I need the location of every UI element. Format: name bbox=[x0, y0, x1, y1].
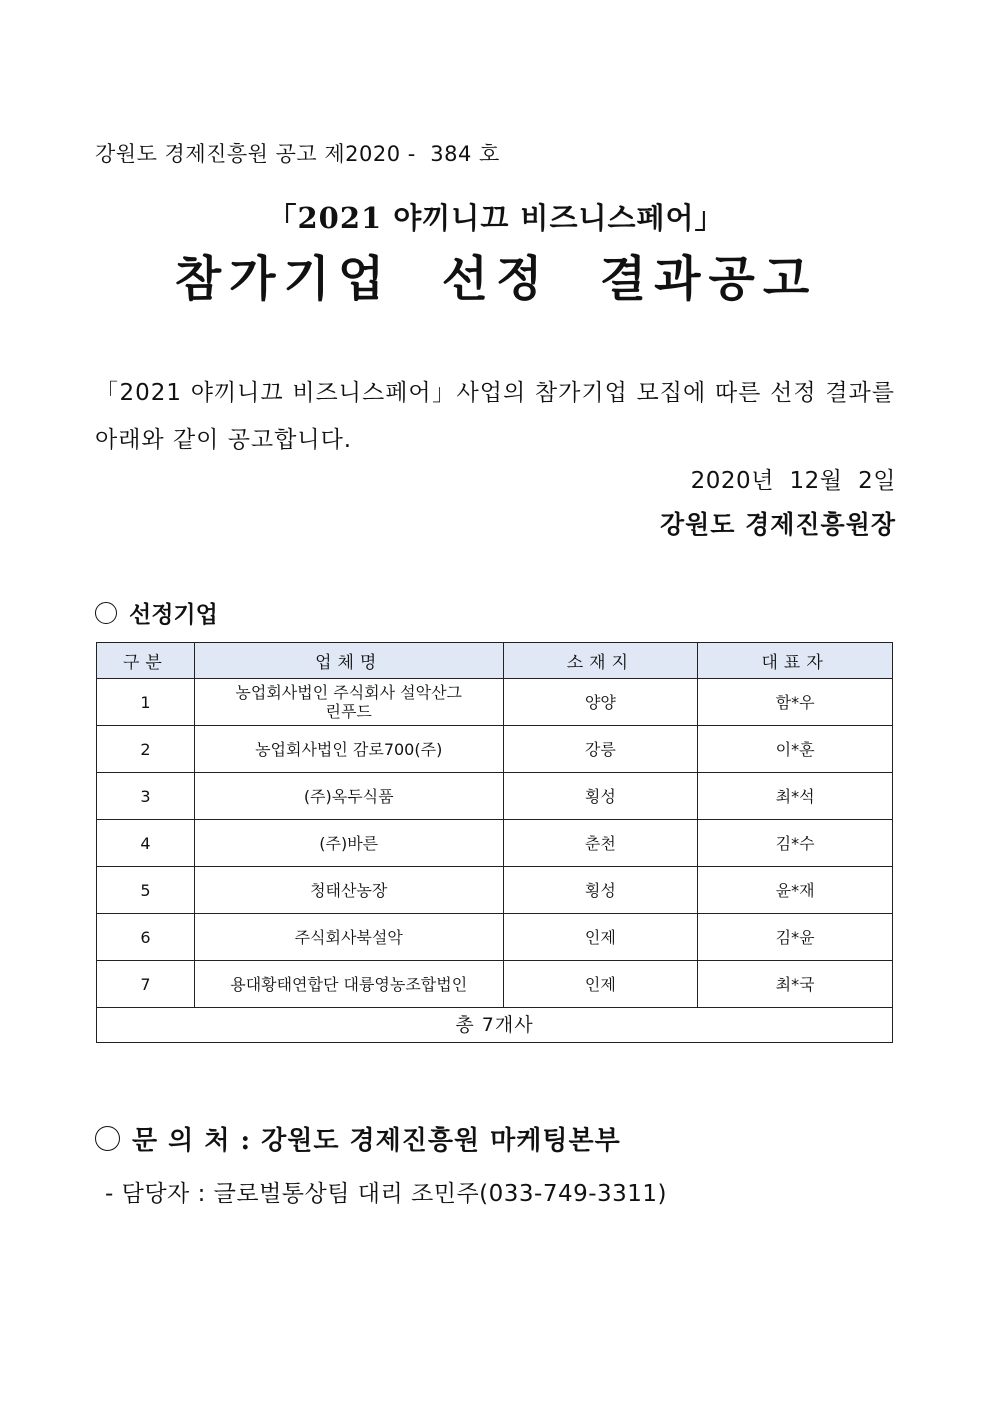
cell-no: 4 bbox=[97, 820, 195, 867]
section-selected-title: 선정기업 bbox=[129, 601, 218, 628]
table-row bbox=[97, 820, 893, 867]
section-selected-heading bbox=[95, 596, 218, 629]
cell-no: 7 bbox=[97, 961, 195, 1008]
table-row bbox=[97, 679, 893, 726]
cell-ceo: 함*우 bbox=[698, 679, 893, 726]
cell-location: 춘천 bbox=[503, 820, 698, 867]
table-row bbox=[97, 867, 893, 914]
section-contact-title: 문 의 처 : 강원도 경제진흥원 마케팅본부 bbox=[132, 1126, 621, 1156]
table-row bbox=[97, 726, 893, 773]
announcement-text: 「2021 야끼니끄 비즈니스페어」사업의 참가기업 모집에 따른 선정 결과를 아래와 같이 공고합니다. bbox=[95, 380, 895, 453]
table-header-row bbox=[97, 643, 893, 679]
cell-location: 인제 bbox=[503, 914, 698, 961]
document-subtitle: 「2021 야끼니끄 비즈니스페어」 bbox=[267, 201, 725, 235]
section-contact-heading bbox=[95, 1120, 621, 1157]
cell-company: 용대황태연합단 대륭영농조합법인 bbox=[194, 961, 503, 1008]
contact-person: - 담당자 : 글로벌통상팀 대리 조민주(033-749-3311) bbox=[105, 1181, 668, 1207]
cell-location: 양양 bbox=[503, 679, 698, 726]
circle-bullet-icon bbox=[95, 1126, 120, 1151]
cell-ceo: 최*석 bbox=[698, 773, 893, 820]
issuer-name: 강원도 경제진흥원장 bbox=[659, 510, 896, 539]
table-row bbox=[97, 773, 893, 820]
column-header-location: 소재지 bbox=[503, 643, 698, 679]
table-row bbox=[97, 961, 893, 1008]
total-count: 총 7개사 bbox=[97, 1008, 893, 1043]
cell-company: 주식회사북설악 bbox=[194, 914, 503, 961]
cell-no: 3 bbox=[97, 773, 195, 820]
cell-company: 농업회사법인 감로700(주) bbox=[194, 726, 503, 773]
cell-no: 1 bbox=[97, 679, 195, 726]
column-header-ceo: 대표자 bbox=[698, 643, 893, 679]
selected-companies-table bbox=[96, 642, 893, 1043]
cell-location: 강릉 bbox=[503, 726, 698, 773]
cell-company: 청태산농장 bbox=[194, 867, 503, 914]
cell-ceo: 윤*재 bbox=[698, 867, 893, 914]
table-total-row bbox=[97, 1008, 893, 1043]
document-title: 참가기업 선정 결과공고 bbox=[174, 251, 818, 307]
cell-ceo: 김*수 bbox=[698, 820, 893, 867]
cell-company: (주)옥두식품 bbox=[194, 773, 503, 820]
cell-no: 2 bbox=[97, 726, 195, 773]
table-row bbox=[97, 914, 893, 961]
cell-no: 5 bbox=[97, 867, 195, 914]
cell-company: (주)바른 bbox=[194, 820, 503, 867]
cell-location: 횡성 bbox=[503, 867, 698, 914]
cell-no: 6 bbox=[97, 914, 195, 961]
cell-ceo: 이*훈 bbox=[698, 726, 893, 773]
notice-number: 강원도 경제진흥원 공고 제2020 - 384 호 bbox=[95, 142, 500, 166]
cell-ceo: 김*윤 bbox=[698, 914, 893, 961]
column-header-no: 구분 bbox=[97, 643, 195, 679]
cell-location: 인제 bbox=[503, 961, 698, 1008]
announcement-date: 2020년 12월 2일 bbox=[690, 468, 896, 494]
circle-bullet-icon bbox=[95, 602, 117, 624]
cell-ceo: 최*국 bbox=[698, 961, 893, 1008]
column-header-company: 업체명 bbox=[194, 643, 503, 679]
cell-company: 농업회사법인 주식회사 설악산그린푸드 bbox=[194, 679, 503, 726]
cell-location: 횡성 bbox=[503, 773, 698, 820]
